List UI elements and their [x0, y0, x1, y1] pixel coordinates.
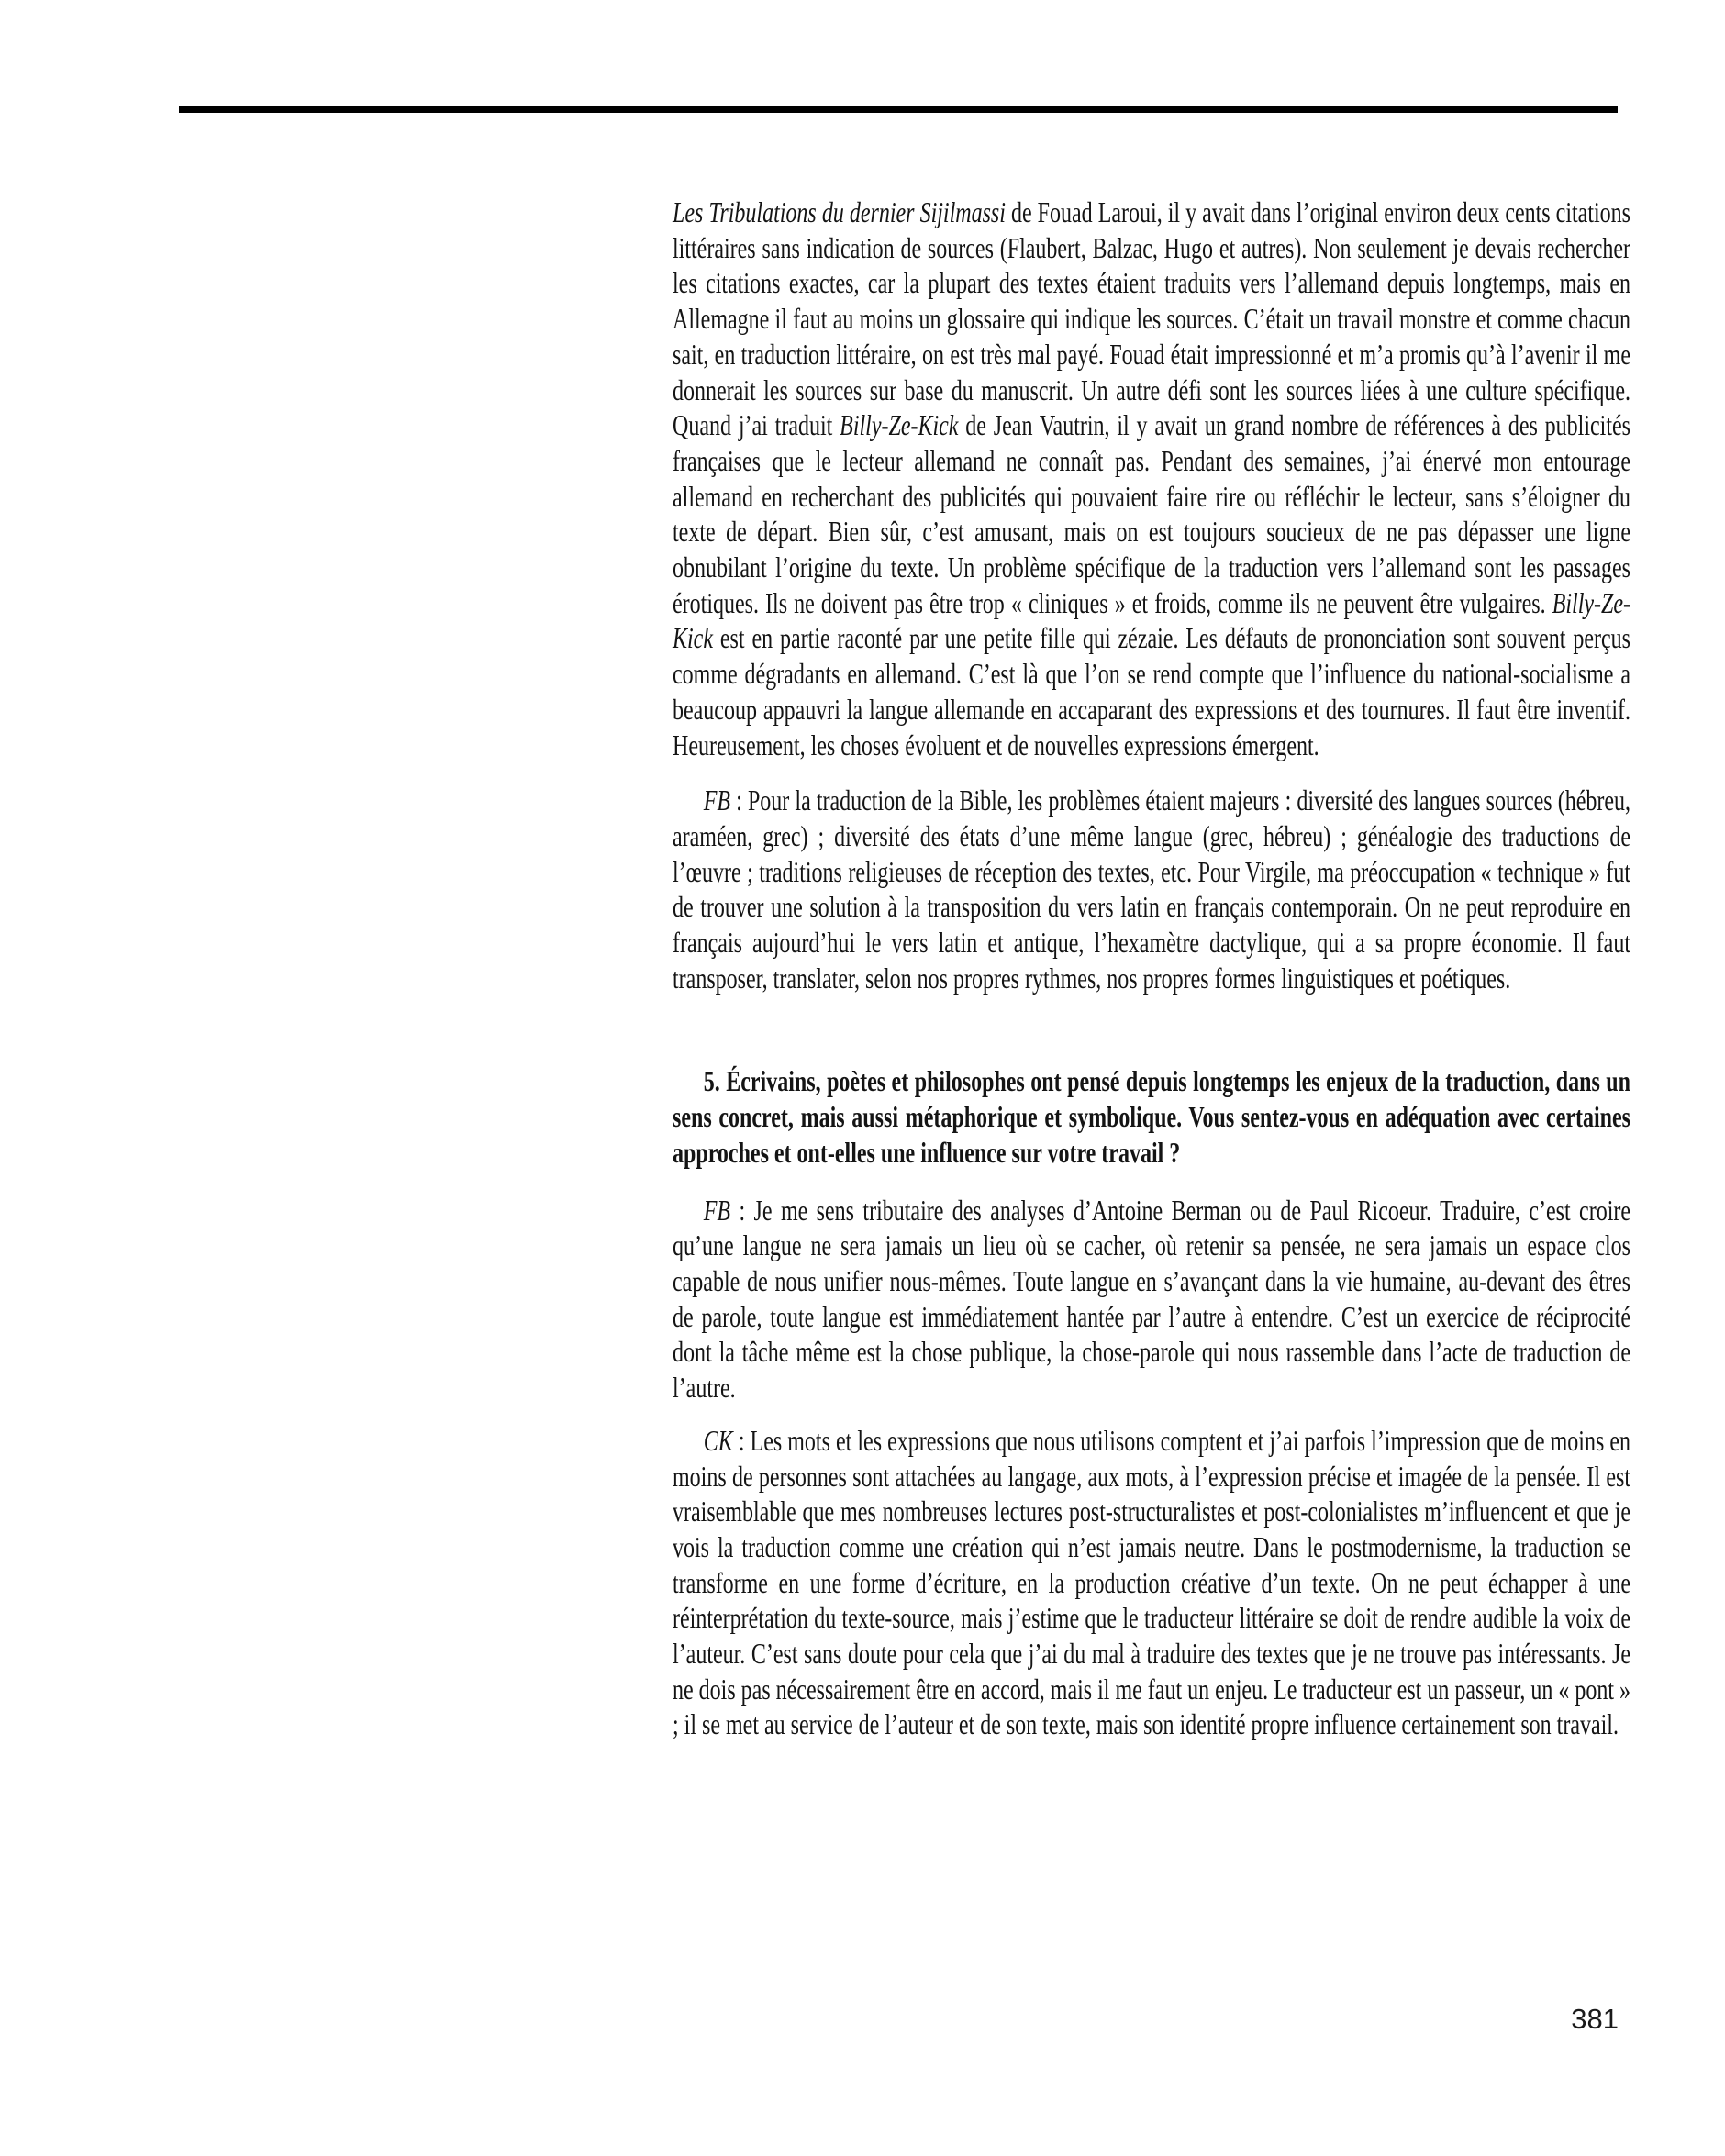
paragraph-text: : Je me sens tributaire des analyses d’Antoine Berman ou de Paul Ricoeur. Traduire, c’est croire qu’une langue ne sera jamais un lieu où se cacher, où retenir sa pensée, ne sera jamais un espace clos capable de nous unifier nous-mêmes. Toute langue en s’avançant dans la vie humaine, au-devant des êtres de parole, toute langue est immédiatement hantée par l’autre à entendre. C’est un exercice de réciprocité dont la tâche même est la chose publique, la chose-parole qui nous rassemble dans l’acte de traduction de l’autre.	[673, 1193, 1630, 1405]
paragraph-text: est en partie raconté par une petite fille qui zézaie. Les défauts de prononciation sont souvent perçus comme dégradants en allemand. C’est là que l’on se rend compte que l’influence du national-socialisme a beaucoup appauvri la langue allemande en accaparant des expressions et des tournures. Il faut être inventif. Heureusement, les choses évoluent et de nouvelles expressions émergent.	[673, 621, 1630, 761]
paragraph-continuation	[673, 194, 1630, 762]
book-title-italic: Les Tribulations du dernier Sijilmassi	[673, 195, 1006, 228]
speaker-label: CK	[703, 1423, 733, 1457]
question-5-heading: 5. Écrivains, poètes et philosophes ont pensé depuis longtemps les enjeux de la traduction, dans un sens concret, mais aussi métaphorique et symbolique. Vous sentez-vous en adéquation avec certaines approches et ont-elles une influence sur votre travail ?	[673, 1064, 1630, 1169]
paragraph-text: de Fouad Laroui, il y avait dans l’original environ deux cents citations littéraires sans indication de sources (Flaubert, Balzac, Hugo et autres). Non seulement je devais rechercher les citations exactes, car la plupart des textes étaient traduits vers l’allemand depuis longtemps, mais en Allemagne il faut au moins un glossaire qui indique les sources. C’était un travail monstre et comme chacun sait, en traduction littéraire, on est très mal payé. Fouad était impressionné et m’a promis qu’à l’avenir il me donnerait les sources sur base du manuscrit. Un autre défi sont les sources liées à une culture spécifique. Quand j’ai traduit	[673, 195, 1631, 442]
paragraph-answer-fb-bible	[673, 783, 1630, 995]
book-title-italic: Billy-Ze-Kick	[840, 408, 959, 442]
paragraph-answer-fb-berman	[673, 1193, 1630, 1406]
paragraph-text: : Les mots et les expressions que nous utilisons comptent et j’ai parfois l’impression que de moins en moins de personnes sont attachées au langage, aux mots, à l’expression précise et imagée de la pensée. Il est vraisemblable que mes nombreuses lectures post-structuralistes et post-colonialistes m’influencent et que je vois la traduction comme une création qui n’est jamais neutre. Dans le postmodernisme, la traduction se transforme en une forme d’écriture, en la production créative d’un texte. On ne peut échapper à une réinterprétation du texte-source, mais j’estime que le traducteur littéraire se doit de rendre audible la voix de l’auteur. C’est sans doute pour cela que j’ai du mal à traduire des textes que je ne trouve pas intéressants. Je ne dois pas nécessairement être en accord, mais il me faut un enjeu. Le traducteur est un passeur, un « pont » ; il se met au service de l’auteur et de son texte, mais son identité propre influence certainement son travail.	[673, 1423, 1631, 1741]
paragraph-answer-ck	[673, 1423, 1630, 1742]
book-title-italic: Billy-Ze-Kick	[673, 585, 1630, 655]
paragraph-text: : Pour la traduction de la Bible, les problèmes étaient majeurs : diversité des langues sources (hébreu, araméen, grec) ; diversité des états d’une même langue (grec, hébreu) ; généalogie des traductions de l’œuvre ; traditions religieuses de réception des textes, etc. Pour Virgile, ma préoccupation « technique » fut de trouver une solution à la transposition du vers latin en français contemporain. On ne peut reproduire en français aujourd’hui le vers latin et antique, l’hexamètre dactylique, qui a sa propre économie. Il faut transposer, translater, selon nos propres rythmes, nos propres formes linguistiques et poétiques.	[673, 783, 1630, 995]
speaker-label: FB	[703, 783, 731, 817]
page-number: 381	[1571, 2003, 1619, 2035]
header-rule	[179, 106, 1618, 113]
speaker-label: FB	[703, 1193, 731, 1227]
text-column	[673, 194, 1630, 1742]
paragraph-text: de Jean Vautrin, il y avait un grand nombre de références à des publicités françaises que le lecteur allemand ne connaît pas. Pendant des semaines, j’ai énervé mon entourage allemand en recherchant des publicités qui pouvaient faire rire ou réfléchir le lecteur, sans s’éloigner du texte de départ. Bien sûr, c’est amusant, mais on est toujours soucieux de ne pas dépasser une ligne obnubilant l’origine du texte. Un problème spécifique de la traduction vers l’allemand sont les passages érotiques. Ils ne doivent pas être trop « cliniques » et froids, comme ils ne peuvent être vulgaires.	[673, 408, 1631, 619]
